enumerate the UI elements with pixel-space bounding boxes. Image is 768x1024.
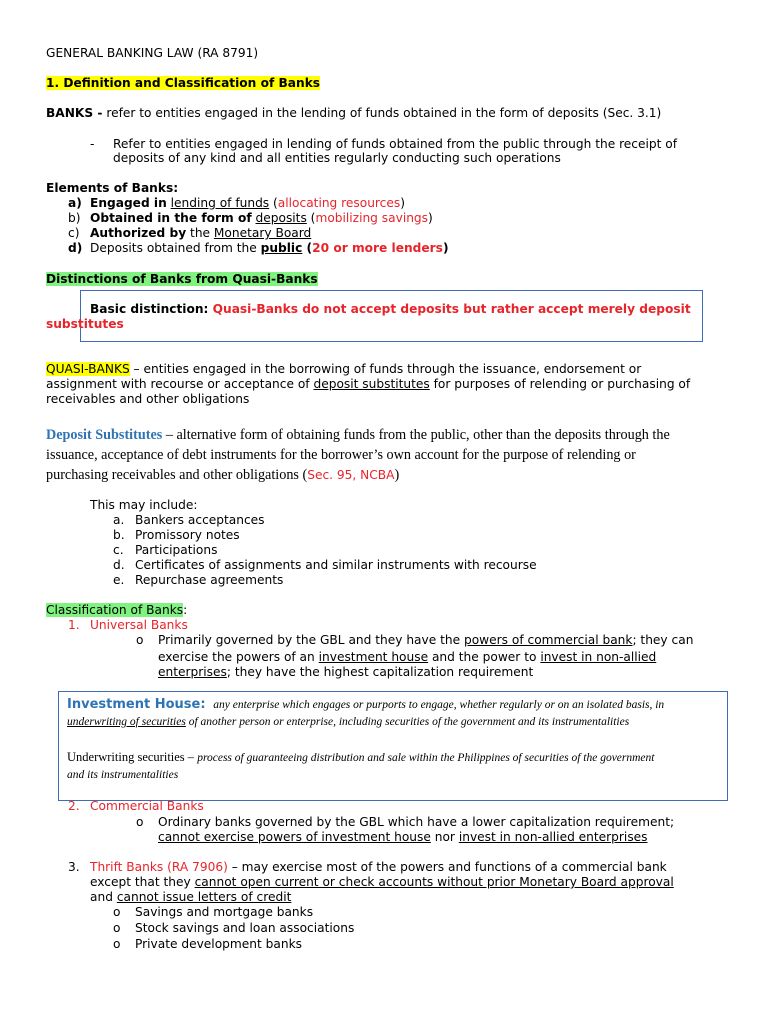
may-include-label: This may include: xyxy=(90,498,198,512)
quasi-banks-line-3: receivables and other obligations xyxy=(46,392,250,406)
class-universal-banks: 1. Universal Banks xyxy=(68,618,188,632)
thrift-line-2: except that they cannot open current or check accounts without prior Monetary Board approval xyxy=(90,875,674,889)
deposit-substitutes-line-1: Deposit Substitutes – alternative form of obtaining funds from the public, other than the deposits through the xyxy=(46,427,670,443)
quasi-banks-line-2: assignment with recourse or acceptance of deposit substitutes for purposes of relending or purchasing of xyxy=(46,377,691,391)
underwriting-line-2: and its instrumentalities xyxy=(67,769,179,781)
section-heading-definition: 1. Definition and Classification of Banks xyxy=(46,76,321,90)
universal-line-2: exercise the powers of an investment house and the power to invest in non-allied xyxy=(158,650,657,664)
element-item-b: b) Obtained in the form of deposits (mobilizing savings) xyxy=(68,211,433,225)
universal-line-3: enterprises; they have the highest capitalization requirement xyxy=(158,665,534,679)
basic-distinction-line-2: substitutes xyxy=(46,317,124,331)
element-item-a: a) Engaged in lending of funds (allocating resources) xyxy=(68,196,405,210)
banks-definition: BANKS - refer to entities engaged in the lending of funds obtained in the form of deposits (Sec. 3.1) xyxy=(46,106,662,120)
basic-distinction-line-1: Basic distinction: Quasi-Banks do not accept deposits but rather accept merely deposit xyxy=(90,302,691,316)
thrift-item: o Private development banks xyxy=(113,937,302,951)
thrift-item: o Savings and mortgage banks xyxy=(113,905,314,919)
banks-subdefinition-line-2: deposits of any kind and all entities regularly conducting such operations xyxy=(113,151,561,165)
universal-line-1: Primarily governed by the GBL and they have the powers of commercial bank; they can xyxy=(158,633,694,647)
thrift-line-3: and cannot issue letters of credit xyxy=(90,890,292,904)
include-item: b. Promissory notes xyxy=(113,528,240,542)
include-item: c. Participations xyxy=(113,543,218,557)
elements-heading: Elements of Banks: xyxy=(46,181,179,195)
bullet-icon: o xyxy=(136,633,144,647)
classification-heading: Classification of Banks: xyxy=(46,603,188,617)
banks-subdefinition-line-1: Refer to entities engaged in lending of funds obtained from the public through the receipt of xyxy=(113,137,678,151)
bullet-icon: o xyxy=(136,815,144,829)
deposit-substitutes-line-2: issuance, acceptance of debt instruments for the borrower’s own account for the purpose of relending or xyxy=(46,447,636,463)
element-item-c: c) Authorized by the Monetary Board xyxy=(68,226,312,240)
include-item: a. Bankers acceptances xyxy=(113,513,265,527)
include-item: e. Repurchase agreements xyxy=(113,573,284,587)
document-title: GENERAL BANKING LAW (RA 8791) xyxy=(46,46,259,60)
commercial-line-2: cannot exercise powers of investment house nor invest in non-allied enterprises xyxy=(158,830,648,844)
investment-house-line-2: underwriting of securities of another person or enterprise, including securities of the government and its instrumentalities xyxy=(67,716,630,728)
element-item-d: d) Deposits obtained from the public (20 or more lenders) xyxy=(68,241,449,255)
class-thrift-banks: 3. Thrift Banks (RA 7906) – may exercise most of the powers and functions of a commercial bank xyxy=(68,860,667,874)
thrift-item: o Stock savings and loan associations xyxy=(113,921,355,935)
deposit-substitutes-line-3: purchasing receivables and other obligations (Sec. 95, NCBA) xyxy=(46,467,400,483)
dash-bullet: - xyxy=(90,137,95,151)
underwriting-line-1: Underwriting securities – process of guaranteeing distribution and sale within the Philippines of securities of the government xyxy=(67,750,655,764)
investment-house-line-1: Investment House: any enterprise which engages or purports to engage, whether regularly or on an isolated basis, in xyxy=(67,697,665,712)
quasi-banks-line-1: QUASI-BANKS – entities engaged in the borrowing of funds through the issuance, endorsement or xyxy=(46,362,642,376)
section-heading-distinctions: Distinctions of Banks from Quasi-Banks xyxy=(46,272,318,286)
commercial-line-1: Ordinary banks governed by the GBL which have a lower capitalization requirement; xyxy=(158,815,675,829)
class-commercial-banks: 2. Commercial Banks xyxy=(68,799,204,813)
include-item: d. Certificates of assignments and similar instruments with recourse xyxy=(113,558,537,572)
